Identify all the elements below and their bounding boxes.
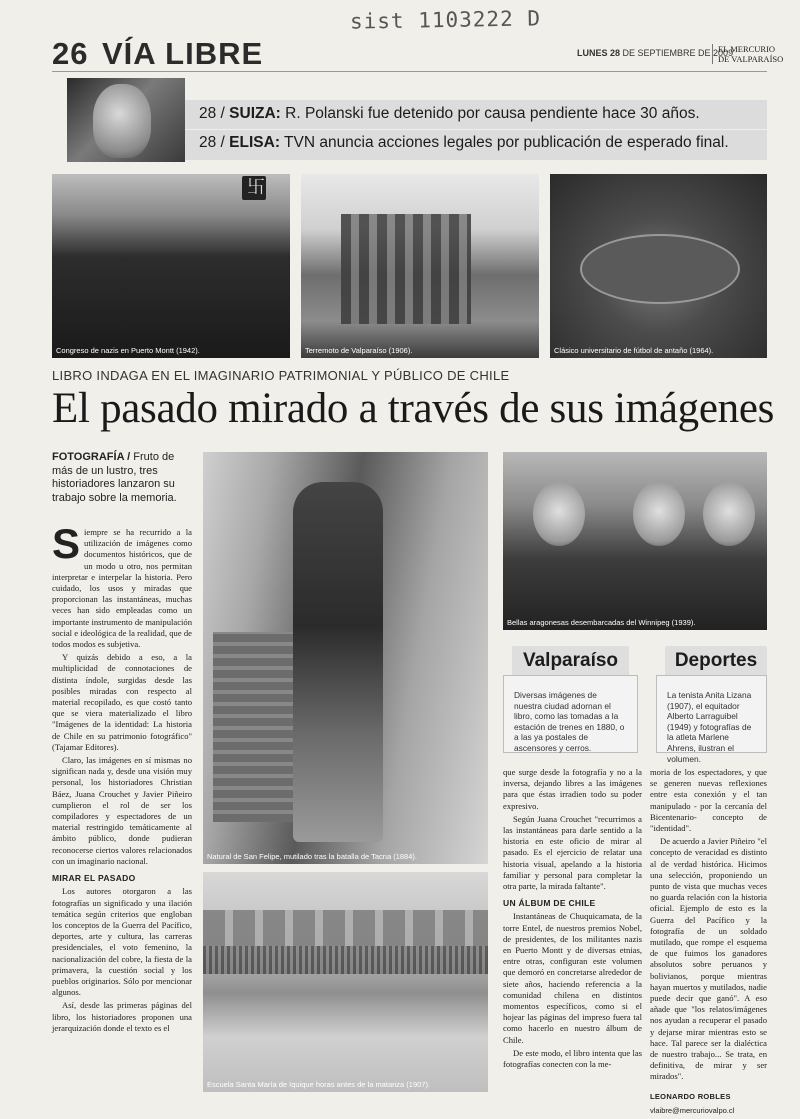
photo-school (203, 872, 488, 1092)
photo-caption: Congreso de nazis en Puerto Montt (1942). (56, 346, 200, 355)
teaser-divider (185, 129, 767, 130)
paragraph: Los autores otorgaron a las fotografías un significado y una ilación temática según criterios que engloban los conceptos de la Guerra del Pacífico, deportes, arte y cultura, las carreras presidenciales, el voto femenino, la nacionalización del cobre, la fiesta de la primavera, la cuestión social y los pueblos originarios. Sólo por mencionar algunos. (52, 886, 192, 998)
article-column-2 (503, 767, 642, 1072)
drop-cap: S (52, 520, 81, 567)
paragraph: moria de los espectadores, y que se generen nuevas reflexiones entre esta conexión y el tan manipulado - por la cercanía del Bicentenario- concepto de "identidad". (650, 767, 767, 834)
teaser-tag: ELISA: (229, 134, 280, 151)
teaser-page: 28 / (199, 134, 225, 151)
article-column-3 (650, 767, 767, 1116)
byline: LEONARDO ROBLES (650, 1091, 731, 1101)
page-number: 26 (52, 36, 89, 71)
teaser-item[interactable] (199, 134, 729, 152)
photo-caption: Clásico universitario de fútbol de antaño (1964). (554, 346, 714, 355)
article-headline: El pasado mirado a través de sus imágenes (52, 385, 775, 432)
stadium-field (580, 234, 740, 304)
woman-face (703, 482, 755, 546)
article-kicker: LIBRO INDAGA EN EL IMAGINARIO PATRIMONIAL Y PÚBLICO DE CHILE (52, 368, 510, 383)
paragraph-text: iempre se ha recurrido a la utilización de imágenes como documentos históricos, que de un modo u otro, nos permitan interpretar e interpelar la historia. Pero cuidado, los usos y miradas que proporcionan las instantáneas, muchas veces han sido empleadas como un importante instrumento de manipulación social e ideológica de la realidad, que de todos modos es subjetiva. (52, 527, 192, 650)
photo-caption: Natural de San Felipe, mutilado tras la batalla de Tacna (1884). (207, 852, 417, 861)
teaser-item[interactable] (199, 105, 700, 123)
woman-face (633, 482, 685, 546)
photo-caption: Bellas aragonesas desembarcadas del Winnipeg (1939). (507, 618, 696, 627)
archive-stamp: sist 1103222 D (349, 6, 542, 34)
teaser-text: TVN anuncia acciones legales por publicación de esperado final. (284, 134, 729, 151)
photo-earthquake (301, 174, 539, 358)
paragraph: que surge desde la fotografía y no a la inversa, dejando libres a las imágenes para que éstas irradien todo su poder expresivo. (503, 767, 642, 811)
pedestal (213, 632, 293, 822)
sidebar-box-valparaiso: Diversas imágenes de nuestra ciudad adornan el libro, como las tomadas a la estación de trenes en 1880, o a las ya postales de ascensores y cerros. (503, 675, 638, 753)
section-title: VÍA LIBRE (102, 36, 264, 71)
subheading: UN ÁLBUM DE CHILE (503, 898, 596, 909)
sidebar-title-deportes: Deportes (665, 646, 767, 676)
paragraph: Y quizás debido a eso, a la multiplicidad de connotaciones de distinta índole, surgidas desde las posibles miradas con respecto al material recopilado, es que costó tanto que se viera materializado el libro "Imágenes de la identidad: La historia de Chile en su patrimonio fotográfico" (Tajamar Editores). (52, 652, 192, 752)
teaser-bar (185, 100, 767, 160)
sidebar-box-deportes: La tenista Anita Lizana (1907), el equitador Alberto Larraguibel (1949) y fotografías de la atleta Marlene Ahrens, ilustran el volumen. (656, 675, 767, 753)
ruined-building (341, 214, 471, 324)
sidebar-title-valparaiso: Valparaíso (512, 646, 629, 676)
photo-women (503, 452, 767, 630)
soldier-figure (293, 482, 383, 842)
portrait-face (93, 84, 151, 158)
photo-stadium (550, 174, 767, 358)
subheading: MIRAR EL PASADO (52, 873, 136, 884)
teaser-photo (67, 78, 185, 162)
newspaper-name (712, 44, 783, 64)
newspaper-name-line2: DE VALPARAÍSO (718, 54, 784, 64)
paragraph: Según Juana Crouchet "recurrimos a las instantáneas para darle sentido a la historia en este oficio de mirar al pasado. Es el ejercicio de relatar una historia visual, apelando a la historia familiar y personal para completar la otra parte, la mirada faltante". (503, 813, 642, 892)
photo-nazi-congress (52, 174, 290, 358)
teaser-text: R. Polanski fue detenido por causa pendiente hace 30 años. (285, 105, 700, 122)
swastika-flag-icon: 卐 (242, 176, 266, 200)
header-rule (52, 71, 767, 72)
teaser-tag: SUIZA: (229, 105, 281, 122)
paragraph: Así, desde las primeras páginas del libro, los historiadores proponen una jerarquización donde el texto es el (52, 1000, 192, 1033)
date-rest: DE SEPTIEMBRE DE 2009 (622, 48, 734, 58)
teaser-page: 28 / (199, 105, 225, 122)
author-email[interactable]: vlaibre@mercuriovalpo.cl (650, 1105, 735, 1115)
photo-caption: Escuela Santa María de Iquique horas antes de la matanza (1907). (207, 1080, 431, 1089)
paragraph: Instantáneas de Chuquicamata, de la torre Entel, de nuestros premios Nobel, de presidentes, de los militantes nazis en Puerto Montt y de diversas etnias, entre otras, configuran este volumen que demoró en concretarse alrededor de siete años, haciendo referencia a la comunidad chilena en distintos momentos específicos, como si el hojear las páginas del impreso fuera tal como hacerlo en nuestro álbum de Chile. (503, 911, 642, 1045)
newspaper-name-line1: EL MERCURIO (718, 44, 776, 54)
paragraph (52, 520, 192, 650)
paragraph: De este modo, el libro intenta que las fotografías conecten con la me- (503, 1047, 642, 1070)
paragraph: Claro, las imágenes en sí mismas no significan nada y, desde una visión muy personal, los historiadores Christian Báez, Juana Crouchet y Javier Piñeiro cumplieron el rol de ser los compiladores y espectadores de un material restringido temáticamente al ámbito público, donde pudieran reconocerse ciertos valores relacionados con un imaginario nacional. (52, 755, 192, 866)
lead-label: FOTOGRAFÍA / (52, 451, 131, 463)
photo-caption: Terremoto de Valparaíso (1906). (305, 346, 413, 355)
lead-text: Fruto de más de un lustro, tres historiadores lanzaron su trabajo sobre la memoria. (52, 451, 177, 504)
date-weekday: LUNES 28 (577, 48, 621, 58)
photo-soldier (203, 452, 488, 864)
paragraph: De acuerdo a Javier Piñeiro "el concepto de veracidad es distinto al de verdad histórica. Hicimos una selección, proponiendo un punto de vista que muchas veces no guarda relación con la historia oficial. Ejemplo de esto es la Guerra del Pacífico y la fotografía de un soldado mutilado, que rompe el esquema de que fuimos los ganadores absolutos sobre peruanos y bolivianos, porque mientras hayan muertos y mutilados, nadie puede decir que ganó". A eso añade que "los relatos/imágenes nos ayudan a recuperar el pasado y dejarse mirar mientras esto se hace. Tal parece ser la dialéctica de nuestro trabajo... Se trata, en definitiva, de mirar y ser mirados". (650, 836, 767, 1082)
school-buildings (203, 910, 488, 946)
article-column-1 (52, 520, 192, 1036)
woman-face (533, 482, 585, 546)
crowd (203, 946, 488, 974)
issue-date (577, 48, 733, 58)
article-lead (52, 451, 188, 505)
